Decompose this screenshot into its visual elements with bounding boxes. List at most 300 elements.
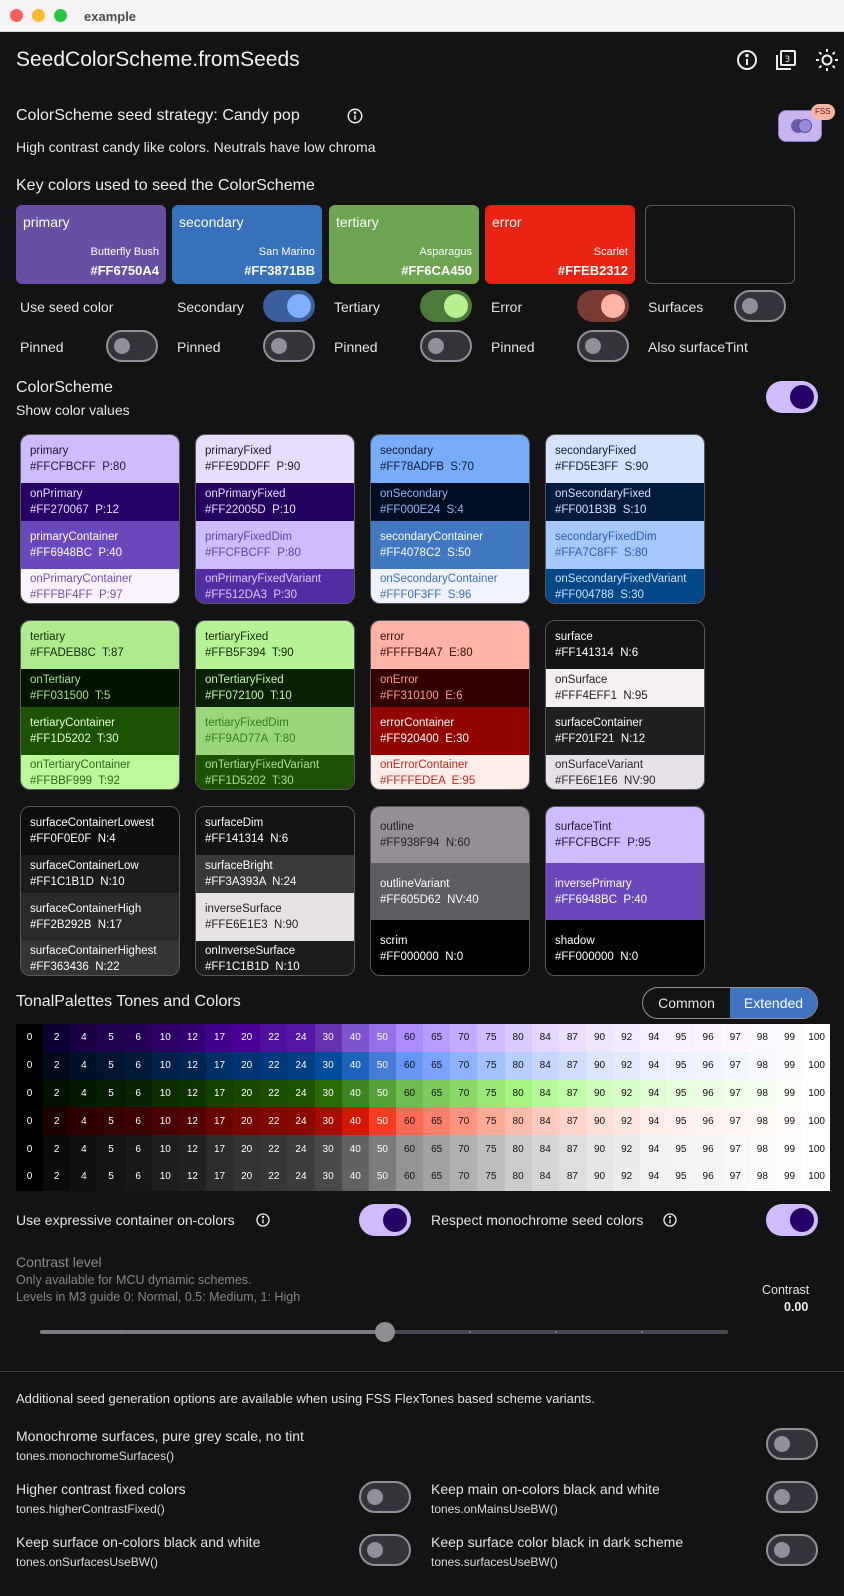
tone-cell[interactable]: 24 <box>287 1163 314 1191</box>
color-swatch-secondary[interactable] <box>371 435 529 483</box>
tone-cell[interactable]: 84 <box>532 1107 559 1135</box>
tone-cell[interactable]: 90 <box>586 1024 613 1052</box>
tone-cell[interactable]: 70 <box>450 1024 477 1052</box>
show-color-values-switch[interactable] <box>766 381 818 413</box>
color-value: #FFFFB4A7 E:80 <box>380 647 473 659</box>
tone-cell[interactable]: 0 <box>16 1107 43 1135</box>
tone-cell[interactable]: 30 <box>315 1024 342 1052</box>
tone-cell[interactable]: 20 <box>233 1135 260 1163</box>
key-color-name: Asparagus <box>419 246 472 258</box>
color-swatch-onSecondaryFixedVariant[interactable] <box>546 569 704 604</box>
color-swatch-error[interactable] <box>371 621 529 669</box>
monochrome-surfaces-switch[interactable] <box>766 1428 818 1460</box>
color-swatch-onSecondary[interactable] <box>371 483 529 521</box>
color-value: #FFADEB8C T:87 <box>30 647 124 659</box>
tone-cell[interactable]: 95 <box>667 1024 694 1052</box>
tone-cell[interactable]: 30 <box>315 1107 342 1135</box>
tone-cell[interactable]: 75 <box>477 1080 504 1108</box>
tone-cell[interactable]: 75 <box>477 1107 504 1135</box>
color-swatch-onTertiaryContainer[interactable] <box>21 755 179 790</box>
tone-cell[interactable]: 2 <box>43 1163 70 1191</box>
tone-cell[interactable]: 0 <box>16 1080 43 1108</box>
contrast-slider-thumb[interactable] <box>375 1322 395 1342</box>
tone-cell[interactable]: 5 <box>97 1024 124 1052</box>
pinned-tertiary-switch[interactable] <box>420 330 472 362</box>
light-mode-icon[interactable] <box>815 48 839 72</box>
tone-cell[interactable]: 40 <box>342 1107 369 1135</box>
tone-cell[interactable]: 100 <box>803 1107 830 1135</box>
tone-cell[interactable]: 84 <box>532 1024 559 1052</box>
secondary-seed-switch[interactable] <box>263 290 315 322</box>
tone-cell[interactable]: 22 <box>260 1052 287 1080</box>
tone-cell[interactable]: 2 <box>43 1080 70 1108</box>
tone-cell[interactable]: 12 <box>179 1163 206 1191</box>
color-swatch-onInverseSurface[interactable] <box>196 941 354 976</box>
tone-cell[interactable]: 5 <box>97 1080 124 1108</box>
tone-cell[interactable]: 90 <box>586 1135 613 1163</box>
tone-cell[interactable]: 98 <box>749 1052 776 1080</box>
tone-cell[interactable]: 5 <box>97 1163 124 1191</box>
key-color-name: San Marino <box>258 246 315 258</box>
tone-cell[interactable]: 30 <box>315 1080 342 1108</box>
tone-cell[interactable]: 24 <box>287 1107 314 1135</box>
tone-cell[interactable]: 4 <box>70 1163 97 1191</box>
tertiary-seed-switch[interactable] <box>420 290 472 322</box>
tone-cell[interactable]: 80 <box>505 1024 532 1052</box>
color-role-name: primary <box>30 445 69 457</box>
pinned-error-switch[interactable] <box>577 330 629 362</box>
color-swatch-surfaceTint[interactable] <box>546 807 704 863</box>
tone-cell[interactable]: 70 <box>450 1107 477 1135</box>
tone-cell[interactable]: 17 <box>206 1024 233 1052</box>
slider-tick <box>555 1331 557 1333</box>
tone-cell[interactable]: 98 <box>749 1135 776 1163</box>
theme-popup-icon[interactable] <box>774 48 798 72</box>
tone-cell[interactable]: 80 <box>505 1135 532 1163</box>
expressive-on-colors-switch[interactable] <box>359 1204 411 1236</box>
expressive-on-colors-label: Use expressive container on-colors <box>16 1212 235 1228</box>
tone-cell[interactable]: 10 <box>152 1135 179 1163</box>
tone-cell[interactable]: 80 <box>505 1052 532 1080</box>
tone-cell[interactable]: 97 <box>722 1163 749 1191</box>
color-swatch-tertiaryFixedDim[interactable] <box>196 707 354 755</box>
color-value: #FF2B292B N:17 <box>30 919 123 931</box>
tone-cell[interactable]: 84 <box>532 1135 559 1163</box>
tone-cell[interactable]: 84 <box>532 1163 559 1191</box>
tone-cell[interactable]: 60 <box>396 1052 423 1080</box>
tone-cell[interactable]: 98 <box>749 1107 776 1135</box>
tone-cell[interactable]: 65 <box>423 1052 450 1080</box>
tone-cell[interactable]: 95 <box>667 1080 694 1108</box>
minimize-window-button[interactable] <box>32 9 45 22</box>
tone-cell[interactable]: 94 <box>640 1024 667 1052</box>
tone-cell[interactable]: 60 <box>396 1080 423 1108</box>
tone-cell[interactable]: 87 <box>559 1052 586 1080</box>
color-swatch-onSecondaryContainer[interactable] <box>371 569 529 604</box>
color-swatch-surfaceContainerLow[interactable] <box>21 855 179 893</box>
color-swatch-onTertiaryFixedVariant[interactable] <box>196 755 354 790</box>
respect-monochrome-label: Respect monochrome seed colors <box>431 1212 644 1228</box>
tone-cell[interactable]: 99 <box>776 1024 803 1052</box>
color-swatch-inversePrimary[interactable] <box>546 863 704 920</box>
tone-cell[interactable]: 98 <box>749 1163 776 1191</box>
color-role-name: onPrimaryFixed <box>205 488 286 500</box>
color-swatch-onSecondaryFixed[interactable] <box>546 483 704 521</box>
tone-cell[interactable]: 12 <box>179 1107 206 1135</box>
segment-common[interactable]: Common <box>658 995 715 1011</box>
tone-cell[interactable]: 94 <box>640 1080 667 1108</box>
contrast-slider[interactable] <box>40 1330 728 1334</box>
tone-cell[interactable]: 70 <box>450 1052 477 1080</box>
tone-cell[interactable]: 40 <box>342 1135 369 1163</box>
color-swatch-surfaceDim[interactable] <box>196 807 354 855</box>
tone-cell[interactable]: 20 <box>233 1024 260 1052</box>
tone-cell[interactable]: 5 <box>97 1052 124 1080</box>
tone-cell[interactable]: 70 <box>450 1080 477 1108</box>
strategy-info-icon[interactable] <box>346 107 364 125</box>
tone-cell[interactable]: 92 <box>613 1052 640 1080</box>
color-role-name: onError <box>380 674 419 686</box>
colorscheme-card <box>545 434 705 604</box>
tone-cell[interactable]: 75 <box>477 1052 504 1080</box>
key-color-surface[interactable] <box>645 205 795 284</box>
tone-cell[interactable]: 97 <box>722 1080 749 1108</box>
error-seed-label: Error <box>491 299 523 315</box>
close-window-button[interactable] <box>10 9 23 22</box>
zoom-window-button[interactable] <box>54 9 67 22</box>
pinned-primary-switch[interactable] <box>106 330 158 362</box>
color-value: #FF270067 P:12 <box>30 504 119 516</box>
color-value: #FFF0F3FF S:96 <box>380 589 472 601</box>
segment-extended[interactable]: Extended <box>730 988 817 1018</box>
tone-cell[interactable]: 97 <box>722 1135 749 1163</box>
tone-cell[interactable]: 84 <box>532 1080 559 1108</box>
color-swatch-onError[interactable] <box>371 669 529 707</box>
color-role-name: secondaryFixedDim <box>555 531 657 543</box>
color-swatch-onTertiaryFixed[interactable] <box>196 669 354 707</box>
color-value: #FF363436 N:22 <box>30 961 120 973</box>
tone-cell[interactable]: 65 <box>423 1024 450 1052</box>
tone-cell[interactable]: 92 <box>613 1163 640 1191</box>
color-swatch-tertiaryFixed[interactable] <box>196 621 354 669</box>
color-swatch-errorContainer[interactable] <box>371 707 529 755</box>
colorscheme-card <box>20 620 180 790</box>
tone-cell[interactable]: 100 <box>803 1135 830 1163</box>
tone-cell[interactable]: 30 <box>315 1052 342 1080</box>
key-color-hex: #FF3871BB <box>244 263 315 278</box>
tone-cell[interactable]: 2 <box>43 1135 70 1163</box>
tone-cell[interactable]: 6 <box>125 1024 152 1052</box>
color-swatch-surface[interactable] <box>546 621 704 669</box>
color-swatch-surfaceContainerLowest[interactable] <box>21 807 179 855</box>
error-seed-switch[interactable] <box>577 290 629 322</box>
color-swatch-primaryFixedDim[interactable] <box>196 521 354 569</box>
tone-cell[interactable]: 12 <box>179 1024 206 1052</box>
tone-cell[interactable]: 50 <box>369 1163 396 1191</box>
tone-cell[interactable]: 50 <box>369 1135 396 1163</box>
tone-cell[interactable]: 70 <box>450 1135 477 1163</box>
tone-cell[interactable]: 4 <box>70 1052 97 1080</box>
color-swatch-shadow[interactable] <box>546 920 704 976</box>
tone-cell[interactable]: 70 <box>450 1163 477 1191</box>
tone-cell[interactable]: 4 <box>70 1135 97 1163</box>
tone-cell[interactable]: 96 <box>695 1052 722 1080</box>
tone-cell[interactable]: 20 <box>233 1163 260 1191</box>
tone-cell[interactable]: 100 <box>803 1080 830 1108</box>
tone-cell[interactable]: 84 <box>532 1052 559 1080</box>
color-swatch-outlineVariant[interactable] <box>371 863 529 920</box>
tone-cell[interactable]: 95 <box>667 1107 694 1135</box>
tone-cell[interactable]: 2 <box>43 1107 70 1135</box>
tone-cell[interactable]: 0 <box>16 1052 43 1080</box>
color-swatch-onPrimaryContainer[interactable] <box>21 569 179 604</box>
color-swatch-secondaryContainer[interactable] <box>371 521 529 569</box>
tone-cell[interactable]: 24 <box>287 1052 314 1080</box>
color-swatch-onPrimary[interactable] <box>21 483 179 521</box>
tone-cell[interactable]: 12 <box>179 1135 206 1163</box>
tone-cell[interactable]: 5 <box>97 1135 124 1163</box>
tone-cell[interactable]: 2 <box>43 1024 70 1052</box>
color-swatch-surfaceBright[interactable] <box>196 855 354 893</box>
color-swatch-secondaryFixedDim[interactable] <box>546 521 704 569</box>
tone-cell[interactable]: 40 <box>342 1052 369 1080</box>
tone-cell[interactable]: 96 <box>695 1135 722 1163</box>
tone-cell[interactable]: 90 <box>586 1107 613 1135</box>
tone-cell[interactable]: 100 <box>803 1052 830 1080</box>
color-swatch-onErrorContainer[interactable] <box>371 755 529 790</box>
color-swatch-inverseSurface[interactable] <box>196 893 354 941</box>
tone-cell[interactable]: 24 <box>287 1080 314 1108</box>
tone-cell[interactable]: 99 <box>776 1135 803 1163</box>
tone-cell[interactable]: 22 <box>260 1024 287 1052</box>
color-swatch-scrim[interactable] <box>371 920 529 976</box>
higher-contrast-fixed-switch[interactable] <box>359 1481 411 1513</box>
color-swatch-primary[interactable] <box>21 435 179 483</box>
tone-cell[interactable]: 96 <box>695 1163 722 1191</box>
tone-cell[interactable]: 94 <box>640 1107 667 1135</box>
tone-cell[interactable]: 87 <box>559 1080 586 1108</box>
color-swatch-primaryFixed[interactable] <box>196 435 354 483</box>
tone-cell[interactable]: 96 <box>695 1024 722 1052</box>
on-surfaces-bw-switch[interactable] <box>359 1534 411 1566</box>
tone-cell[interactable]: 17 <box>206 1052 233 1080</box>
tone-cell[interactable]: 90 <box>586 1163 613 1191</box>
color-role-name: secondaryContainer <box>380 531 483 543</box>
tone-cell[interactable]: 24 <box>287 1135 314 1163</box>
surfaces-bw-switch[interactable] <box>766 1534 818 1566</box>
tone-cell[interactable]: 65 <box>423 1080 450 1108</box>
tone-cell[interactable]: 6 <box>125 1107 152 1135</box>
tone-cell[interactable]: 0 <box>16 1024 43 1052</box>
tone-cell[interactable]: 90 <box>586 1080 613 1108</box>
tone-cell[interactable]: 92 <box>613 1024 640 1052</box>
color-role-name: surfaceContainerHigh <box>30 903 142 915</box>
tone-cell[interactable]: 17 <box>206 1080 233 1108</box>
color-value: #FFBBF999 T:92 <box>30 775 120 787</box>
tone-cell[interactable]: 22 <box>260 1135 287 1163</box>
tone-cell[interactable]: 22 <box>260 1080 287 1108</box>
tone-cell[interactable]: 92 <box>613 1107 640 1135</box>
tone-cell[interactable]: 10 <box>152 1163 179 1191</box>
slider-tick <box>469 1331 471 1333</box>
color-role-name: onTertiaryContainer <box>30 759 131 771</box>
color-value: #FFFFEDEA E:95 <box>380 775 476 787</box>
tone-cell[interactable]: 6 <box>125 1052 152 1080</box>
tone-cell[interactable]: 12 <box>179 1080 206 1108</box>
color-role-name: onSecondaryContainer <box>380 573 498 585</box>
tone-cell[interactable]: 60 <box>396 1163 423 1191</box>
tone-cell[interactable]: 50 <box>369 1052 396 1080</box>
tone-cell[interactable]: 6 <box>125 1080 152 1108</box>
expressive-info-icon[interactable] <box>255 1212 271 1228</box>
tone-cell[interactable]: 100 <box>803 1024 830 1052</box>
tone-cell[interactable]: 99 <box>776 1163 803 1191</box>
tone-cell[interactable]: 65 <box>423 1135 450 1163</box>
on-mains-bw-switch[interactable] <box>766 1481 818 1513</box>
tone-cell[interactable]: 40 <box>342 1163 369 1191</box>
tone-cell[interactable]: 80 <box>505 1107 532 1135</box>
tone-cell[interactable]: 98 <box>749 1080 776 1108</box>
color-role-name: secondary <box>380 445 434 457</box>
tone-cell[interactable]: 99 <box>776 1080 803 1108</box>
tone-cell[interactable]: 97 <box>722 1107 749 1135</box>
tone-cell[interactable]: 4 <box>70 1107 97 1135</box>
surfaces-seed-label: Surfaces <box>648 299 704 315</box>
tone-cell[interactable]: 96 <box>695 1107 722 1135</box>
tone-cell[interactable]: 10 <box>152 1080 179 1108</box>
tone-cell[interactable]: 75 <box>477 1024 504 1052</box>
tone-cell[interactable]: 60 <box>396 1107 423 1135</box>
tone-cell[interactable]: 2 <box>43 1052 70 1080</box>
tone-cell[interactable]: 50 <box>369 1080 396 1108</box>
tone-cell[interactable]: 99 <box>776 1052 803 1080</box>
tone-cell[interactable]: 10 <box>152 1052 179 1080</box>
use-seed-label: Use seed color <box>20 299 114 315</box>
respect-monochrome-switch[interactable] <box>766 1204 818 1236</box>
tone-cell[interactable]: 30 <box>315 1163 342 1191</box>
color-value: #FFD5E3FF S:90 <box>555 461 649 473</box>
tone-cell[interactable]: 92 <box>613 1135 640 1163</box>
color-swatch-onPrimaryFixedVariant[interactable] <box>196 569 354 604</box>
color-role-name: onTertiary <box>30 674 81 686</box>
tone-cell[interactable]: 17 <box>206 1163 233 1191</box>
tone-cell[interactable]: 6 <box>125 1163 152 1191</box>
color-role-name: tertiaryFixed <box>205 631 269 643</box>
tone-cell[interactable]: 20 <box>233 1107 260 1135</box>
color-swatch-onSurface[interactable] <box>546 669 704 707</box>
tone-cell[interactable]: 17 <box>206 1135 233 1163</box>
tone-cell[interactable]: 92 <box>613 1080 640 1108</box>
tone-cell[interactable]: 4 <box>70 1080 97 1108</box>
tone-cell[interactable]: 87 <box>559 1163 586 1191</box>
color-swatch-onTertiary[interactable] <box>21 669 179 707</box>
tone-cell[interactable]: 97 <box>722 1024 749 1052</box>
tone-cell[interactable]: 24 <box>287 1024 314 1052</box>
tone-cell[interactable]: 10 <box>152 1024 179 1052</box>
tone-cell[interactable]: 80 <box>505 1163 532 1191</box>
tone-cell[interactable]: 50 <box>369 1024 396 1052</box>
color-swatch-secondaryFixed[interactable] <box>546 435 704 483</box>
tone-cell[interactable]: 94 <box>640 1135 667 1163</box>
pinned-secondary-switch[interactable] <box>263 330 315 362</box>
tone-cell[interactable]: 40 <box>342 1024 369 1052</box>
tone-cell[interactable]: 98 <box>749 1024 776 1052</box>
monochrome-info-icon[interactable] <box>662 1212 678 1228</box>
color-value: #FF310100 E:6 <box>380 690 463 702</box>
tone-cell[interactable]: 50 <box>369 1107 396 1135</box>
tone-cell[interactable]: 60 <box>396 1135 423 1163</box>
tone-cell[interactable]: 22 <box>260 1163 287 1191</box>
show-color-values-label: Show color values <box>16 402 130 418</box>
contrast-level-line2: Levels in M3 guide 0: Normal, 0.5: Medium, 1: High <box>16 1290 301 1304</box>
color-value: #FFE9DDFF P:90 <box>205 461 301 473</box>
tone-cell[interactable]: 95 <box>667 1163 694 1191</box>
color-swatch-tertiary[interactable] <box>21 621 179 669</box>
key-color-tertiary[interactable] <box>329 205 479 284</box>
key-color-error[interactable] <box>485 205 635 284</box>
color-swatch-onPrimaryFixed[interactable] <box>196 483 354 521</box>
tone-cell[interactable]: 97 <box>722 1052 749 1080</box>
color-swatch-primaryContainer[interactable] <box>21 521 179 569</box>
tone-cell[interactable]: 20 <box>233 1080 260 1108</box>
tone-cell[interactable]: 87 <box>559 1107 586 1135</box>
color-value: #FF9AD77A T:80 <box>205 733 296 745</box>
color-swatch-onSurfaceVariant[interactable] <box>546 755 704 790</box>
tone-cell[interactable]: 5 <box>97 1107 124 1135</box>
tone-cell[interactable]: 94 <box>640 1163 667 1191</box>
tone-cell[interactable]: 96 <box>695 1080 722 1108</box>
tone-cell[interactable]: 0 <box>16 1135 43 1163</box>
tone-cell[interactable]: 87 <box>559 1024 586 1052</box>
tone-cell[interactable]: 94 <box>640 1052 667 1080</box>
tone-cell[interactable]: 12 <box>179 1052 206 1080</box>
tone-cell[interactable]: 75 <box>477 1163 504 1191</box>
info-icon[interactable] <box>735 48 759 72</box>
tone-cell[interactable]: 60 <box>396 1024 423 1052</box>
key-color-primary[interactable] <box>16 205 166 284</box>
surfaces-seed-switch[interactable] <box>734 290 786 322</box>
color-swatch-surfaceContainerHighest[interactable] <box>21 941 179 976</box>
tone-cell[interactable]: 20 <box>233 1052 260 1080</box>
key-color-secondary[interactable] <box>172 205 322 284</box>
key-color-hex: #FFEB2312 <box>557 263 628 278</box>
tone-cell[interactable]: 95 <box>667 1135 694 1163</box>
tone-cell[interactable]: 30 <box>315 1135 342 1163</box>
tone-cell[interactable]: 22 <box>260 1107 287 1135</box>
tone-cell[interactable]: 40 <box>342 1080 369 1108</box>
color-swatch-tertiaryContainer[interactable] <box>21 707 179 755</box>
color-swatch-surfaceContainerHigh[interactable] <box>21 893 179 941</box>
palette-segmented-button[interactable] <box>642 987 818 1019</box>
tone-cell[interactable]: 80 <box>505 1080 532 1108</box>
tone-cell[interactable]: 75 <box>477 1135 504 1163</box>
tone-cell[interactable]: 99 <box>776 1107 803 1135</box>
tone-cell[interactable]: 10 <box>152 1107 179 1135</box>
tone-cell[interactable]: 6 <box>125 1135 152 1163</box>
tone-cell[interactable]: 95 <box>667 1052 694 1080</box>
color-value: #FF0F0E0F N:4 <box>30 833 116 845</box>
tone-cell[interactable]: 17 <box>206 1107 233 1135</box>
tone-cell[interactable]: 100 <box>803 1163 830 1191</box>
tone-cell[interactable]: 4 <box>70 1024 97 1052</box>
tone-cell[interactable]: 90 <box>586 1052 613 1080</box>
tone-cell[interactable]: 65 <box>423 1107 450 1135</box>
tone-cell[interactable]: 65 <box>423 1163 450 1191</box>
color-swatch-surfaceContainer[interactable] <box>546 707 704 755</box>
tone-cell[interactable]: 0 <box>16 1163 43 1191</box>
color-swatch-outline[interactable] <box>371 807 529 863</box>
tone-cell[interactable]: 87 <box>559 1135 586 1163</box>
